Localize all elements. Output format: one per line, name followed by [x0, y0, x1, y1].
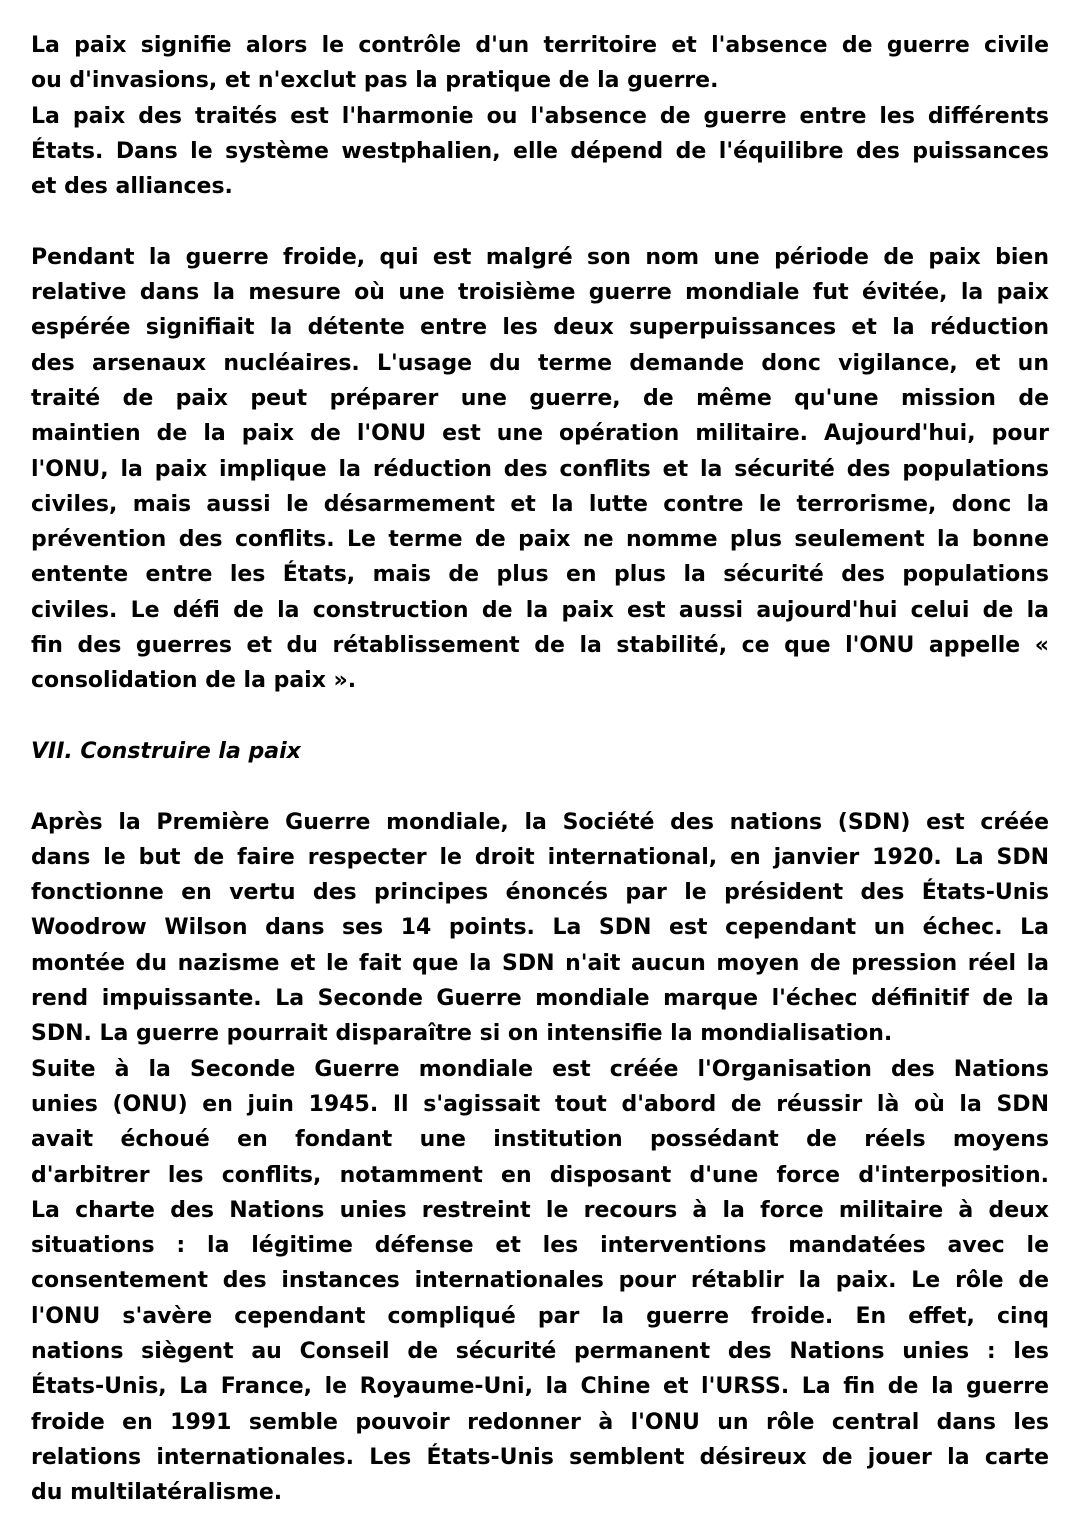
- text-line: Pendant la guerre froide, qui est malgré son nom une période de paix bien: [31, 244, 1049, 270]
- text-line: des arsenaux nucléaires. L'usage du terme demande donc vigilance, et un: [31, 350, 1049, 376]
- paragraph-gap: [31, 699, 1049, 734]
- text-line: rend impuissante. La Seconde Guerre mondiale marque l'échec définitif de la: [31, 986, 1049, 1012]
- text-line: fonctionne en vertu des principes énoncés par le président des États-Unis: [31, 880, 1049, 906]
- text-line: montée du nazisme et le fait que la SDN n'ait aucun moyen de pression réel la: [31, 950, 1049, 976]
- text-line: civiles, mais aussi le désarmement et la lutte contre le terrorisme, donc la: [31, 491, 1049, 517]
- paragraph-gap: [31, 769, 1049, 804]
- paragraph-gap: [31, 204, 1049, 239]
- text-line: froide en 1991 semble pouvoir redonner à l'ONU un rôle central dans les: [31, 1409, 1049, 1435]
- text-line: et des alliances.: [31, 174, 233, 200]
- text-line: relations internationales. Les États-Unis semblent désireux de jouer la carte: [31, 1444, 1049, 1470]
- text-line: Suite à la Seconde Guerre mondiale est créée l'Organisation des Nations: [31, 1056, 1049, 1082]
- text-line: Après la Première Guerre mondiale, la Société des nations (SDN) est créée: [31, 809, 1049, 835]
- text-line: d'arbitrer les conflits, notamment en disposant d'une force d'interposition.: [31, 1162, 1049, 1188]
- text-line: l'ONU s'avère cependant compliqué par la guerre froide. En effet, cinq: [31, 1303, 1049, 1329]
- paragraph-treaty-peace: [31, 99, 1049, 205]
- paragraph-onu: [31, 1052, 1049, 1511]
- paragraph-peace-control: [31, 28, 1049, 99]
- text-line: traité de paix peut préparer une guerre, de même qu'une mission de: [31, 385, 1049, 411]
- document-page: [31, 28, 1049, 1510]
- text-line: consolidation de la paix ».: [31, 668, 357, 694]
- text-line: nations siègent au Conseil de sécurité permanent des Nations unies : les: [31, 1338, 1049, 1364]
- text-line: États-Unis, La France, le Royaume-Uni, la Chine et l'URSS. La fin de la guerre: [31, 1374, 1049, 1400]
- text-line: unies (ONU) en juin 1945. Il s'agissait tout d'abord de réussir là où la SDN: [31, 1091, 1049, 1117]
- text-line: fin des guerres et du rétablissement de la stabilité, ce que l'ONU appelle «: [31, 633, 1049, 659]
- text-line: civiles. Le défi de la construction de la paix est aussi aujourd'hui celui de la: [31, 597, 1049, 623]
- text-line: relative dans la mesure où une troisième guerre mondiale fut évitée, la paix: [31, 280, 1049, 306]
- text-line: ou d'invasions, et n'exclut pas la pratique de la guerre.: [31, 68, 719, 94]
- text-line: dans le but de faire respecter le droit international, en janvier 1920. La SDN: [31, 844, 1049, 870]
- text-line: l'ONU, la paix implique la réduction des conflits et la sécurité des populations: [31, 456, 1049, 482]
- text-line: situations : la légitime défense et les interventions mandatées avec le: [31, 1233, 1049, 1259]
- paragraph-sdn: [31, 805, 1049, 1052]
- paragraph-cold-war: [31, 240, 1049, 699]
- text-line: La paix des traités est l'harmonie ou l'absence de guerre entre les différents: [31, 103, 1049, 129]
- text-line: espérée signifiait la détente entre les deux superpuissances et la réduction: [31, 315, 1049, 341]
- text-line: consentement des instances internationales pour rétablir la paix. Le rôle de: [31, 1268, 1049, 1294]
- text-line: États. Dans le système westphalien, elle dépend de l'équilibre des puissances: [31, 138, 1049, 164]
- text-line: du multilatéralisme.: [31, 1480, 283, 1506]
- text-line: maintien de la paix de l'ONU est une opération militaire. Aujourd'hui, pour: [31, 421, 1049, 447]
- text-line: SDN. La guerre pourrait disparaître si on intensifie la mondialisation.: [31, 1021, 893, 1047]
- section-heading: VII. Construire la paix: [31, 738, 301, 764]
- text-line: avait échoué en fondant une institution possédant de réels moyens: [31, 1127, 1049, 1153]
- text-line: entente entre les États, mais de plus en plus la sécurité des populations: [31, 562, 1049, 588]
- text-line: La charte des Nations unies restreint le recours à la force militaire à deux: [31, 1197, 1049, 1223]
- text-line: prévention des conflits. Le terme de paix ne nomme plus seulement la bonne: [31, 527, 1049, 553]
- text-line: La paix signifie alors le contrôle d'un territoire et l'absence de guerre civile: [31, 33, 1049, 58]
- text-line: Woodrow Wilson dans ses 14 points. La SDN est cependant un échec. La: [31, 915, 1049, 941]
